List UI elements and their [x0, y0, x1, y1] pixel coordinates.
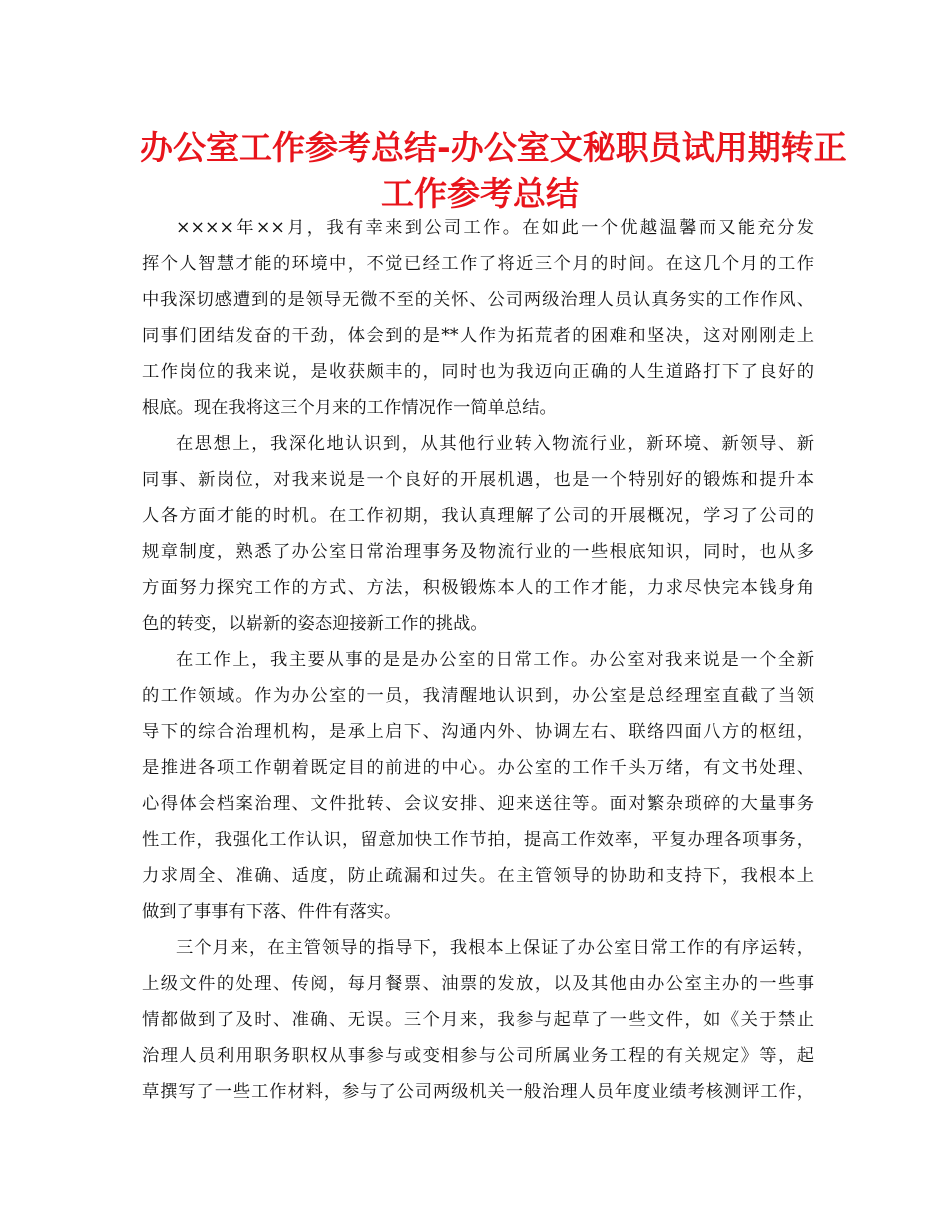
body-text-line: 中我深切感遭到的是领导无微不至的关怀、公司两级治理人员认真务实的工作作风、 [142, 290, 814, 310]
body-text-line: 在思想上，我深化地认识到，从其他行业转入物流行业，新环境、新领导、新 [176, 434, 814, 454]
body-text-line: 情都做到了及时、准确、无误。三个月来，我参与起草了一些文件，如《关于禁止 [142, 1010, 814, 1030]
body-text-line: 上级文件的处理、传阅，每月餐票、油票的发放，以及其他由办公室主办的一些事 [142, 974, 814, 994]
body-text-line: 性工作，我强化工作认识，留意加快工作节拍，提高工作效率，平复办理各项事务， [142, 830, 814, 850]
body-text-line: 人各方面才能的时机。在工作初期，我认真理解了公司的开展概况，学习了公司的 [142, 506, 814, 526]
body-text-line: 做到了事事有下落、件件有落实。 [142, 902, 402, 922]
body-text-line: 方面努力探究工作的方式、方法，积极锻炼本人的工作才能，力求尽快完本钱身角 [142, 578, 814, 598]
body-text-line: 根底。现在我将这三个月来的工作情况作一简单总结。 [142, 398, 557, 418]
body-text-line: 的工作领域。作为办公室的一员，我清醒地认识到，办公室是总经理室直截了当领 [142, 686, 814, 706]
body-text-line: 规章制度，熟悉了办公室日常治理事务及物流行业的一些根底知识，同时，也从多 [142, 542, 814, 562]
body-text-line: 心得体会档案治理、文件批转、会议安排、迎来送往等。面对繁杂琐碎的大量事务 [142, 794, 814, 814]
body-text-line: 工作岗位的我来说，是收获颇丰的，同时也为我迈向正确的人生道路打下了良好的 [142, 362, 814, 382]
body-text-line: 挥个人智慧才能的环境中，不觉已经工作了将近三个月的时间。在这几个月的工作 [142, 254, 814, 274]
document-title-line-1: 办公室工作参考总结-办公室文秘职员试用期转正 [140, 128, 847, 167]
body-text-line: 色的转变，以崭新的姿态迎接新工作的挑战。 [142, 614, 488, 634]
body-text-line: 是推进各项工作朝着既定目的前进的中心。办公室的工作千头万绪，有文书处理、 [142, 758, 814, 778]
body-text-line: 导下的综合治理机构，是承上启下、沟通内外、协调左右、联络四面八方的枢纽， [142, 722, 814, 742]
body-text-line: 草撰写了一些工作材料，参与了公司两级机关一般治理人员年度业绩考核测评工作， [142, 1082, 814, 1102]
body-text-line: 同事们团结发奋的干劲，体会到的是**人作为拓荒者的困难和坚决，这对刚刚走上 [142, 326, 814, 346]
body-text-line: 力求周全、准确、适度，防止疏漏和过失。在主管领导的协助和支持下，我根本上 [142, 866, 814, 886]
document-title-line-2: 工作参考总结 [381, 174, 579, 213]
body-text-line: 同事、新岗位，对我来说是一个良好的开展机遇，也是一个特别好的锻炼和提升本 [142, 470, 814, 490]
body-text-line: 三个月来，在主管领导的指导下，我根本上保证了办公室日常工作的有序运转， [176, 938, 814, 958]
body-text-line: ××××年××月，我有幸来到公司工作。在如此一个优越温馨而又能充分发 [176, 218, 814, 238]
body-text-line: 治理人员利用职务职权从事参与或变相参与公司所属业务工程的有关规定》等，起 [142, 1046, 814, 1066]
body-text-line: 在工作上，我主要从事的是是办公室的日常工作。办公室对我来说是一个全新 [176, 650, 814, 670]
